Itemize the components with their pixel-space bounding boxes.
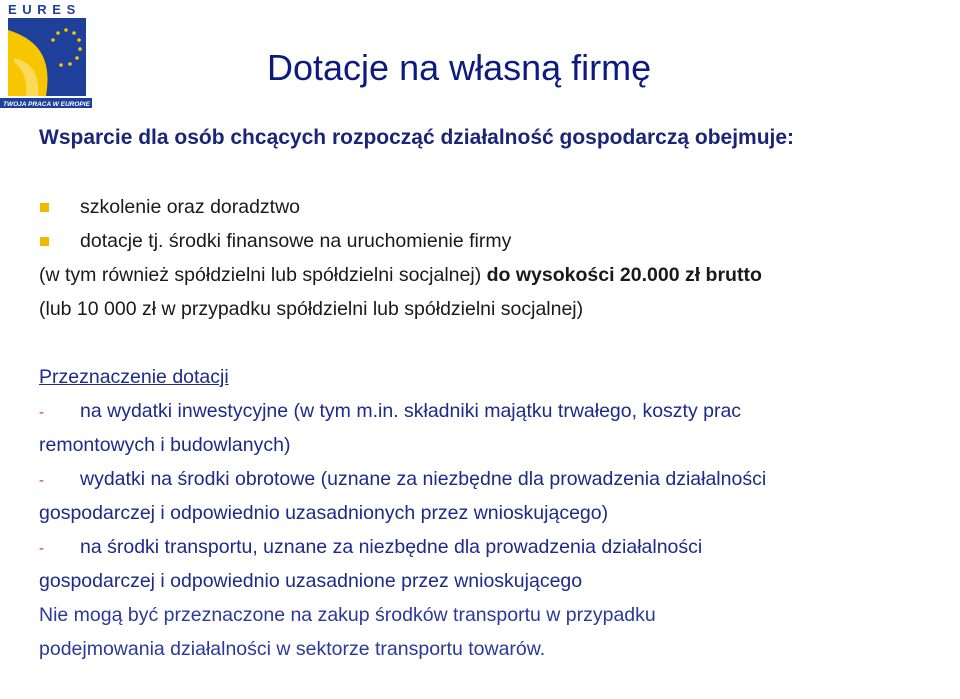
grant-note-normal: (w tym również spółdzielni lub spółdzielni socjalnej) — [39, 264, 487, 286]
purpose-item: wydatki na środki obrotowe (uznane za niezbędne dla prowadzenia działalności — [80, 468, 767, 490]
dash-bullet: - — [39, 540, 44, 557]
grant-note-line2: (lub 10 000 zł w przypadku spółdzielni lub spółdzielni socjalnej) — [39, 298, 584, 320]
logo-tagline: TWOJA PRACA W EUROPIE — [3, 101, 90, 108]
bullet-square-icon — [40, 203, 49, 212]
logo-brand: E U R E S — [8, 2, 77, 17]
purpose-item-cont: gospodarczej i odpowiednio uzasadnionych przez wnioskującego) — [39, 502, 609, 524]
restriction-line1: Nie mogą być przeznaczone na zakup środków transportu w przypadku — [39, 604, 656, 626]
support-item: szkolenie oraz doradztwo — [80, 196, 301, 218]
grant-note-bold: do wysokości 20.000 zł brutto — [486, 264, 762, 286]
purpose-item-cont: gospodarczej i odpowiednio uzasadnione przez wnioskującego — [39, 570, 583, 592]
purpose-heading: Przeznaczenie dotacji — [39, 366, 229, 388]
eures-logo — [0, 0, 92, 108]
page-title: Dotacje na własną firmę — [267, 47, 652, 88]
support-item: dotacje tj. środki finansowe na uruchomienie firmy — [80, 230, 512, 252]
purpose-item: na środki transportu, uznane za niezbędne dla prowadzenia działalności — [80, 536, 703, 558]
bullet-square-icon — [40, 237, 49, 246]
purpose-item: na wydatki inwestycyjne (w tym m.in. składniki majątku trwałego, koszty prac — [80, 400, 742, 422]
section-subtitle: Wsparcie dla osób chcących rozpocząć działalność gospodarczą obejmuje: — [39, 126, 795, 149]
dash-bullet: - — [39, 472, 44, 489]
restriction-line2: podejmowania działalności w sektorze transportu towarów. — [39, 638, 546, 660]
grant-note-line1 — [39, 262, 762, 288]
purpose-item-cont: remontowych i budowlanych) — [39, 434, 291, 456]
dash-bullet: - — [39, 404, 44, 421]
